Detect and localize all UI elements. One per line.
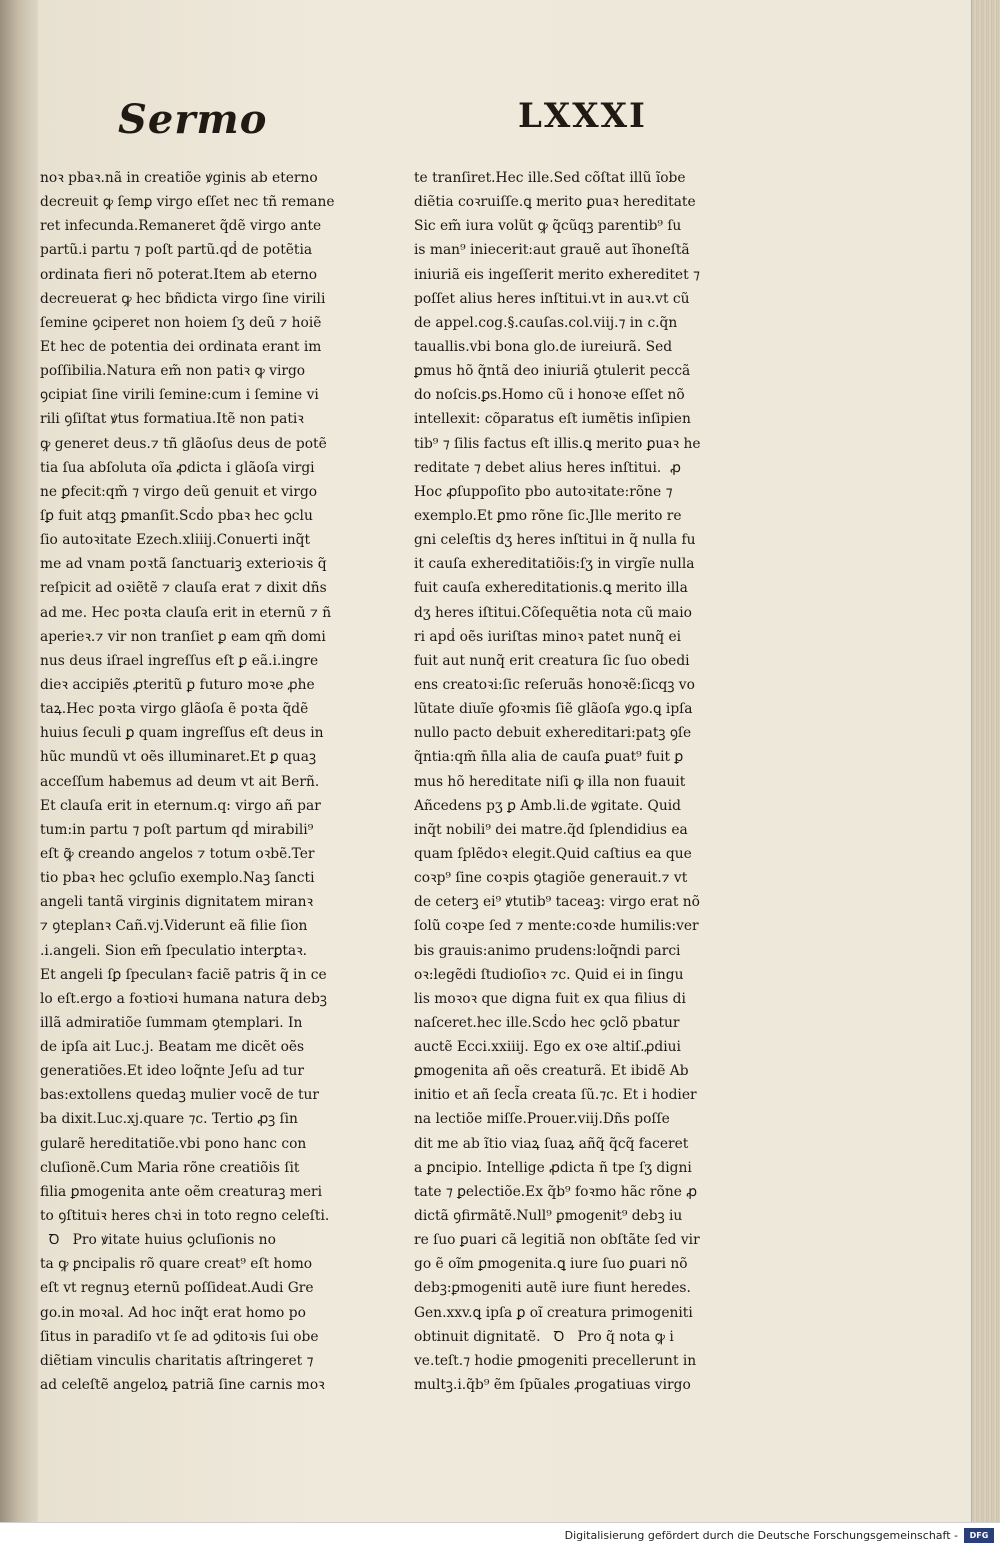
text-line: generatiões.Et ideo loq̃nte Jeſu ad tur bbox=[40, 1063, 304, 1080]
text-line: dit me ab ĩtio viaꝝ ſuaꝝ añq̃ q̃cq̃ faceret bbox=[414, 1135, 689, 1152]
text-line: partũ.i partu ⁊ poſt partũ.qḋ de potẽtia bbox=[40, 242, 313, 259]
text-line: diẽtia coꝛruiſſe.ꝗ merito ꝑuaꝛ hereditate bbox=[414, 194, 696, 211]
text-line: ꝑmus hõ q̃ntã deo iniuriã ꝯtulerit peccã bbox=[414, 363, 691, 380]
text-line: is man⁹ iniecerit:aut grauẽ aut ĩhoneſtã bbox=[414, 242, 690, 259]
text-line: ad me. Hec poꝛta clauſa erit in eternũ ⁊ ñ bbox=[40, 604, 332, 621]
text-line: tate ⁊ ꝑelectiõe.Ex q̃b⁹ foꝛmo hãc rõne ꝓ bbox=[414, 1183, 697, 1200]
text-line: ri apḋ oẽs iuriſtas minoꝛ patet nunq̃ ei bbox=[414, 628, 682, 645]
text-line: ꝯcipiat ſine virili ſemine:cum i ſemine vi bbox=[40, 387, 319, 404]
text-line: go ẽ oĩm ꝑmogenita.ꝗ iure ſuo ꝑuari nõ bbox=[414, 1256, 688, 1273]
text-line: cluſionẽ.Cum Maria rõne creatiõis ſit bbox=[40, 1159, 300, 1176]
text-line: ordinata fieri nõ poterat.Item ab eterno bbox=[40, 266, 318, 283]
text-line: initio et añ ſecl̃a creata ſũ.⁊c. Et i hodier bbox=[414, 1087, 697, 1104]
text-line: te tranſiret.Hec ille.Sed cõſtat illũ ĩobe bbox=[414, 170, 686, 186]
text-line: ret infecunda.Remaneret q̃dẽ virgo ante bbox=[40, 218, 322, 235]
text-line: Et angeli ſꝑ ſpeculanꝛ faciẽ patris q̃ in ce bbox=[40, 966, 327, 983]
text-line: acceſſum habemus ad deum vt ait Berñ. bbox=[40, 773, 320, 790]
text-line: eſt ꝙ̃ creando angelos ⁊ totum oꝛbẽ.Ter bbox=[40, 845, 315, 862]
text-line: diẽtiam vinculis charitatis aſtringeret ⁊ bbox=[40, 1352, 314, 1369]
text-line: quam ſplẽdoꝛ elegit.Quid caſtius ea que bbox=[414, 845, 692, 862]
text-line: go.in moꝛal. Ad hoc inq̃t erat homo po bbox=[40, 1304, 306, 1321]
funding-credit: Digitalisierung gefördert durch die Deutsche Forschungsgemeinschaft - bbox=[564, 1529, 958, 1542]
text-line: filia ꝑmogenita ante oẽm creaturaꝫ meri bbox=[40, 1183, 323, 1200]
text-line: lis moꝛoꝛ que digna fuit ex qua filius di bbox=[414, 990, 686, 1007]
text-line: lo eſt.ergo a foꝛtioꝛi humana natura debꝫ bbox=[40, 990, 327, 1007]
text-line: reſpicit ad oꝛiẽtẽ ⁊ clauſa erat ⁊ dixit dñs bbox=[40, 580, 327, 597]
text-line: it cauſa exhereditatiõis:ſʒ in virgĩe nulla bbox=[414, 556, 695, 573]
text-line: ad celeſtẽ angeloꝝ patriã ſine carnis moꝛ bbox=[40, 1377, 325, 1394]
text-line: ſꝑ fuit atqꝫ ꝑmanſit.Scḋo pbaꝛ hec ꝯclu bbox=[40, 507, 313, 524]
text-line: gni celeſtis dʒ heres inſtitui in q̃ nulla fu bbox=[414, 532, 696, 549]
text-line: bas:extollens quedaꝫ mulier vocẽ de tur bbox=[40, 1087, 320, 1104]
text-line: poſſibilia.Natura em̃ non patiꝛ ꝙ virgo bbox=[40, 363, 306, 380]
text-line: ſitus in paradiſo vt ſe ad ꝯditoꝛis ſui obe bbox=[40, 1328, 319, 1345]
text-line: mus hõ hereditate niſi ꝙ illa non fuauit bbox=[414, 773, 686, 790]
binding-gutter bbox=[0, 0, 38, 1548]
text-line: Sic em̃ iura volũt ꝙ q̃cũqꝫ parentib⁹ ſu bbox=[414, 218, 682, 235]
text-line: ſolũ coꝛpe ſed ⁊ mente:coꝛde humilis:ver bbox=[414, 918, 699, 935]
text-line: noꝛ pbaꝛ.nã in creatiõe ꝟginis ab eterno bbox=[40, 170, 318, 186]
text-line: multꝫ.i.q̃b⁹ ẽm ſpũales ꝓrogatiuas virgo bbox=[414, 1377, 691, 1394]
text-line: taꝝ.Hec poꝛta virgo glãoſa ẽ poꝛta q̃dẽ bbox=[40, 701, 309, 718]
running-head-left: Sermo bbox=[118, 96, 268, 143]
text-line: Ꝺ Pro ꝟitate huius ꝯcluſionis no bbox=[40, 1232, 276, 1249]
text-line: to ꝯſtituiꝛ heres chꝛi in toto regno celeſti. bbox=[40, 1208, 330, 1225]
text-line: nullo pacto debuit exhereditari:patꝫ ꝯſe bbox=[414, 725, 692, 742]
text-line: ſio autoꝛitate Ezech.xliiij.Conuerti inq̃t bbox=[40, 532, 311, 549]
text-line: rili ꝯſiſtat ꝟtus formatiua.Itẽ non patiꝛ bbox=[40, 411, 304, 428]
running-head-folio: LXXXI bbox=[518, 96, 647, 136]
text-line: re ſuo ꝑuari cã legitiã non obſtãte ſed vir bbox=[414, 1232, 700, 1249]
text-line: nus deus iſrael ingreſſus eſt ꝑ eã.i.ingre bbox=[40, 652, 319, 669]
text-line: poſſet alius heres inſtitui.vt in auꝛ.vt cũ bbox=[414, 290, 690, 307]
text-line: do noſcis.ꝑs.Homo cũ i honoꝛe eſſet nõ bbox=[414, 387, 685, 404]
text-line: na lectiõe miſſe.Prouer.viij.Dñs poſſe bbox=[414, 1111, 670, 1128]
text-line: tio pbaꝛ hec ꝯcluſio exemplo.Naꝫ ſancti bbox=[40, 870, 315, 887]
text-line: tauallis.vbi bona glo.de iureiurã. Sed bbox=[414, 338, 673, 355]
text-column-left bbox=[40, 166, 410, 1397]
text-line: lũtate diuĩe ꝯfoꝛmis ſiẽ glãoſa ꝟgo.ꝗ ipſa bbox=[414, 701, 693, 718]
text-line: tum:in partu ⁊ poſt partum qḋ mirabili⁹ bbox=[40, 821, 314, 838]
text-line: hũc mundũ vt oẽs illuminaret.Et ꝑ quaꝫ bbox=[40, 749, 317, 766]
text-line: exemplo.Et ꝑmo rõne ſic.Jlle merito re bbox=[414, 507, 682, 524]
text-line: naſceret.hec ille.Scḋo hec ꝯclõ pbatur bbox=[414, 1014, 680, 1031]
text-line: dieꝛ accipiẽs ꝓteritũ ꝑ futuro moꝛe ꝓhe bbox=[40, 676, 315, 693]
text-line: coꝛp⁹ ſine coꝛpis ꝯtagiõe generauit.⁊ vt bbox=[414, 870, 688, 887]
text-line: de ceterꝫ ei⁹ ꝟtutib⁹ taceaꝫ: virgo erat nõ bbox=[414, 894, 700, 911]
text-line: ⁊ ꝯteplanꝛ Cañ.vj.Viderunt eã filie ſion bbox=[40, 918, 308, 935]
text-line: huius ſeculi ꝑ quam ingreſſus eſt deus in bbox=[40, 725, 324, 742]
paper-sheet bbox=[38, 0, 972, 1522]
text-line: de appel.cog.§.cauſas.col.viij.⁊ in c.q̃n bbox=[414, 314, 678, 331]
text-line: ne ꝑfecit:qm̃ ⁊ virgo deũ genuit et virgo bbox=[40, 483, 318, 500]
text-line: a ꝑncipio. Intellige ꝓdicta ñ tpe ſʒ digni bbox=[414, 1159, 692, 1176]
text-line: decreuit ꝙ ſemꝑ virgo eſſet nec tñ remane bbox=[40, 194, 335, 211]
text-line: ꝑmogenita añ oẽs creaturã. Et ibidẽ Ab bbox=[414, 1063, 689, 1080]
text-line: decreuerat ꝙ hec bñdicta virgo ſine virili bbox=[40, 290, 326, 307]
text-line: reditate ⁊ debet alius heres inſtitui. ꝓ bbox=[414, 459, 681, 476]
text-line: ꝙ generet deus.⁊ tñ glãoſus deus de potẽ bbox=[40, 435, 327, 452]
text-line: eſt vt regnuꝫ eternũ poſſideat.Audi Gre bbox=[40, 1280, 314, 1297]
text-line: de ipſa ait Luc.j. Beatam me dicẽt oẽs bbox=[40, 1039, 305, 1056]
text-line: debꝫ:ꝑmogeniti autẽ iure fiunt heredes. bbox=[414, 1280, 691, 1297]
text-line: angeli tantã virginis dignitatem miranꝛ bbox=[40, 894, 314, 911]
text-line: tib⁹ ⁊ ſilis factus eſt illis.ꝗ merito ꝑuaꝛ he bbox=[414, 435, 701, 452]
text-column-right bbox=[414, 166, 806, 1397]
text-line: oꝛ:legẽdi ſtudioſioꝛ ⁊c. Quid ei in ſingu bbox=[414, 966, 684, 983]
text-line: aperieꝛ.⁊ vir non tranſiet ꝑ eam qm̃ domi bbox=[40, 628, 326, 645]
text-line: me ad vnam poꝛtã ſanctuariꝫ exterioꝛis q̃ bbox=[40, 556, 327, 573]
text-line: illã admiratiõe ſummam ꝯtemplari. In bbox=[40, 1014, 303, 1031]
dfg-logo-icon: DFG bbox=[964, 1528, 994, 1543]
text-line: tia ſua abſoluta oĩa ꝓdicta i glãoſa virgi bbox=[40, 459, 315, 476]
text-line: ta ꝙ ꝑncipalis rõ quare creat⁹ eſt homo bbox=[40, 1256, 313, 1273]
text-line: Et clauſa erit in eternum.q: virgo añ par bbox=[40, 797, 321, 814]
text-line: Añcedens pʒ ꝑ Amb.li.de ꝟgitate. Quid bbox=[414, 797, 681, 814]
text-line: intellexit: cõparatus eſt iumẽtis inſipien bbox=[414, 411, 691, 428]
text-line: dictã ꝯfirmãtẽ.Null⁹ ꝑmogenit⁹ debꝫ iu bbox=[414, 1208, 683, 1225]
text-line: dʒ heres iſtitui.Cõſequẽtia nota cũ maio bbox=[414, 604, 692, 621]
text-line: Et hec de potentia dei ordinata erant im bbox=[40, 338, 322, 355]
text-line: ſemine ꝯciperet non hoiem ſʒ deũ ⁊ hoiẽ bbox=[40, 314, 322, 331]
text-line: fuit cauſa exhereditationis.ꝗ merito illa bbox=[414, 580, 688, 597]
text-line: auctẽ Ecci.xxiiij. Ego ex oꝛe altiſ.ꝓdiui bbox=[414, 1039, 681, 1056]
text-line: gularẽ hereditatiõe.vbi pono hanc con bbox=[40, 1135, 307, 1152]
text-line: bis grauis:animo prudens:loq̃ndi parci bbox=[414, 942, 681, 959]
text-line: ve.teſt.⁊ hodie ꝑmogeniti precellerunt in bbox=[414, 1352, 697, 1369]
text-line: q̃ntia:qm̃ n̄lla alia de cauſa ꝑuat⁹ fuit ꝑ bbox=[414, 749, 684, 766]
text-line: iniuriã eis ingeſſerit merito exhereditet ⁊ bbox=[414, 266, 700, 283]
text-line: ens creatoꝛi:ſic reſeruãs honoꝛẽ:ſicqꝫ vo bbox=[414, 676, 695, 693]
page-edge-stack bbox=[971, 0, 1000, 1522]
text-line: ba dixit.Luc.xj.quare ⁊c. Tertio ꝓꝫ ſin bbox=[40, 1111, 298, 1128]
text-line: Gen.xxv.ꝗ ipſa ꝑ oĩ creatura primogeniti bbox=[414, 1304, 693, 1321]
text-line: .i.angeli. Sion em̃ ſpeculatio interꝑtaꝛ. bbox=[40, 942, 308, 959]
footer-bar bbox=[0, 1522, 1000, 1548]
text-line: fuit aut nunq̃ erit creatura ſic ſuo obedi bbox=[414, 652, 690, 669]
text-line: Hoc ꝓſuppoſito pbo autoꝛitate:rõne ⁊ bbox=[414, 483, 673, 500]
text-line: inq̃t nobili⁹ dei matre.q̃d ſplendidius ea bbox=[414, 821, 688, 838]
text-line: obtinuit dignitatẽ. Ꝺ Pro q̃ nota ꝙ i bbox=[414, 1328, 674, 1345]
